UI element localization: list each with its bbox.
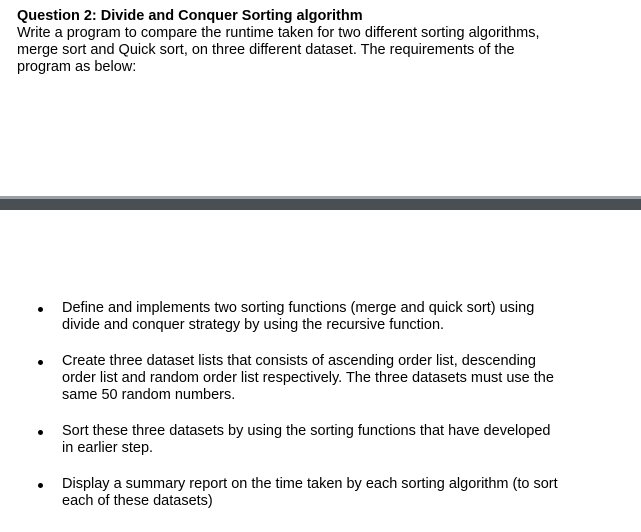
list-item-line: same 50 random numbers.	[62, 387, 236, 403]
list-item-text	[62, 300, 534, 334]
bullet-icon	[38, 307, 43, 312]
list-item-line: Display a summary report on the time taken by each sorting algorithm (to sort	[62, 476, 558, 492]
list-item-line: in earlier step.	[62, 440, 154, 456]
question-intro	[17, 25, 617, 76]
bullet-icon	[38, 430, 43, 435]
intro-line: program as below:	[17, 59, 137, 75]
bullet-icon	[38, 360, 43, 365]
intro-line: Write a program to compare the runtime taken for two different sorting algorithms,	[17, 25, 540, 41]
list-item-text	[62, 353, 554, 404]
page-divider	[0, 196, 641, 210]
list-item-text	[62, 423, 550, 457]
list-item-line: Create three dataset lists that consists of ascending order list, descending	[62, 353, 536, 369]
list-item-line: Sort these three datasets by using the sorting functions that have developed	[62, 423, 551, 439]
bullet-icon	[38, 483, 43, 488]
list-item-line: divide and conquer strategy by using the recursive function.	[62, 317, 445, 333]
list-item-line: Define and implements two sorting functions (merge and quick sort) using	[62, 300, 535, 316]
question-heading: Question 2: Divide and Conquer Sorting algorithm	[17, 8, 363, 24]
list-item-text	[62, 476, 558, 510]
intro-line: merge sort and Quick sort, on three different dataset. The requirements of the	[17, 42, 515, 58]
list-item-line: order list and random order list respectively. The three datasets must use the	[62, 370, 554, 386]
list-item-line: each of these datasets)	[62, 493, 213, 509]
